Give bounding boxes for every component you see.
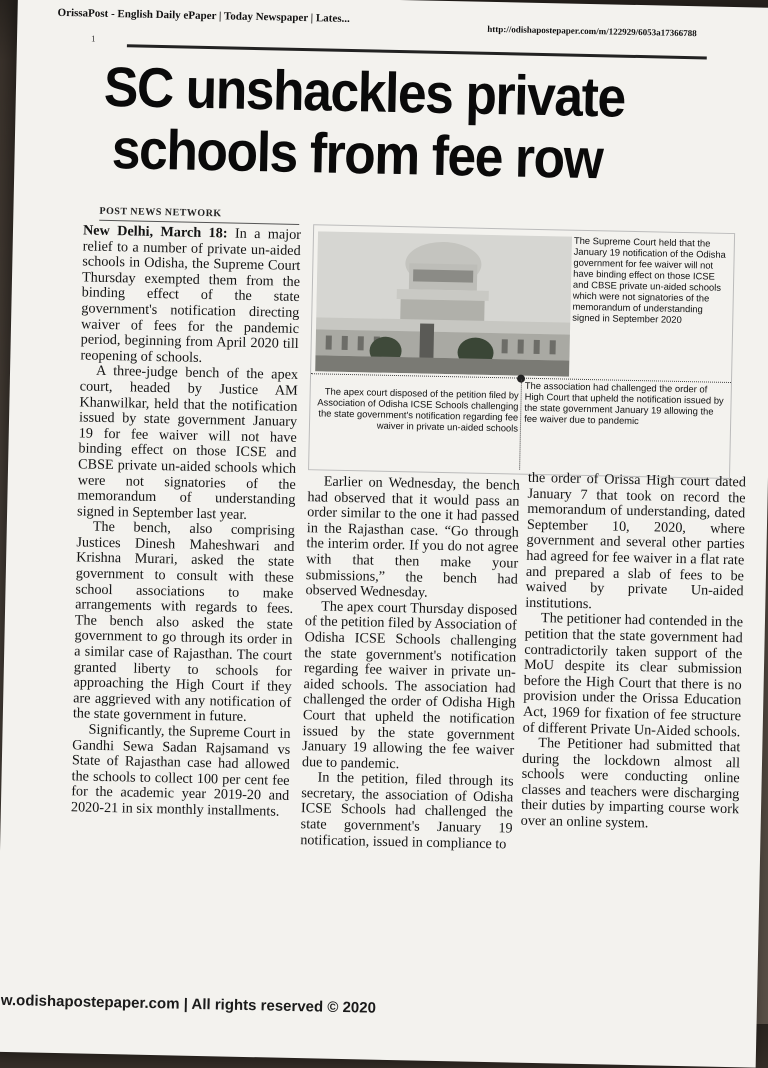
paragraph: Significantly, the Supreme Court in Gandhi Sewa Sadan Rajsamand vs State of Rajasthan case had allowed the schools to collect 100 per cent fee for the academic year 2019-20 and 2020-21 in six monthly installments. xyxy=(70,721,291,820)
page-footer: w.odishapostepaper.com | All rights reserved © 2020 xyxy=(0,991,377,1017)
supreme-court-photo xyxy=(315,231,572,376)
paragraph: The Petitioner had submitted that during the lockdown almost all schools were conducting online classes and teachers were discharging their duties by imparting course work over an online system. xyxy=(520,735,741,832)
paragraph: The bench, also comprising Justices Dinesh Maheshwari and Krishna Murari, asked the state government to consult with these school associations to make arrangements with regards to fees. The bench also asked the state government to go through its order in a similar case of Rajasthan. The court granted liberty to schools for approaching the High Court if they are aggrieved with any notification of the state government in future. xyxy=(72,518,295,726)
paragraph: Earlier on Wednesday, the bench had observed that it would pass an order similar to the one it had passed in the Rajasthan case. “Go through the interim order. If you do not agree with that then make your submissions,” the bench had observed Wednesday. xyxy=(305,473,520,601)
photo-caption: The Supreme Court held that the January 19 notification of the Odisha government for fee waiver will not have binding effect on those ICSE and CBSE private un-aided schools which were not signatories of the memorandum of understanding signed in September 2020 xyxy=(572,234,726,325)
paragraph: The apex court Thursday disposed of the petition filed by Association of Odisha ICSE Schools challenging the state government's notification regarding fee waiver in private un-aided schools. The association had challenged the order of Odisha High Court that upheld the notification issued by the state government January 19 allowing the fee waiver due to pandemic. xyxy=(301,598,518,772)
paragraph: In the petition, filed through its secretary, the association of Odisha ICSE Schools had challenged the state government's January 19 notification, issued in compliance to xyxy=(300,769,514,853)
article-column-3 xyxy=(521,471,746,834)
page-header-url: http://odishapostepaper.com/m/122929/6053a17366788 xyxy=(487,23,697,39)
paragraph-text: In a major relief to a number of private un-aided schools in Odisha, the Supreme Court Thursday exempted them from the binding effect of the state government's notification directing waiver of fees for the pandemic period, beginning from April 2020 till reopening of schools. xyxy=(80,225,302,366)
caption-vertical-divider xyxy=(519,380,522,470)
caption-right: The association had challenged the order of High Court that upheld the notification issued by the state government January 19 allowing the fee waiver due to pandemic xyxy=(524,379,724,427)
dateline: New Delhi, March 18: xyxy=(82,222,228,242)
article-column-2 xyxy=(300,474,520,853)
article-column-1 xyxy=(71,223,301,820)
supreme-court-building-icon xyxy=(315,231,572,376)
paragraph: The petitioner had contended in the petition that the state government had contradictorily taken support of the MoU despite its clear submission before the High Court that there is no provision under the Orissa Education Act, 1969 for fixation of fee structure of different Private Un-Aided schools. xyxy=(522,610,744,740)
paragraph: the order of Orissa High court dated January 7 that took on record the memorandum of understanding, dated September 10, 2020, where government and several other parties had agreed for fee waiver in a flat rate and prepared a slab of fees to be waived by private Un-aided institutions. xyxy=(525,469,747,612)
headline-line-2: schools from fee row xyxy=(111,117,604,191)
photo-block xyxy=(308,224,735,479)
caption-left: The apex court disposed of the petition filed by Association of Odisha ICSE Schools challenging the state government's notification regarding fee waiver in private un-aided schools xyxy=(317,385,519,434)
lead-paragraph xyxy=(80,223,301,368)
byline: POST NEWS NETWORK xyxy=(99,205,222,220)
headline-line-1: SC unshackles private xyxy=(103,54,626,129)
paragraph: A three-judge bench of the apex court, headed by Justice AM Khanwilkar, held that the notification issued by state government January 19 for fee waiver will not have binding effect on those ICSE and CBSE private un-aided schools which were not signatories of the memorandum of understanding signed in September last year. xyxy=(76,363,299,523)
headline xyxy=(102,56,693,192)
page-number: 1 xyxy=(90,33,96,44)
page-header-title: OrissaPost - English Daily ePaper | Today Newspaper | Lates... xyxy=(57,6,350,25)
